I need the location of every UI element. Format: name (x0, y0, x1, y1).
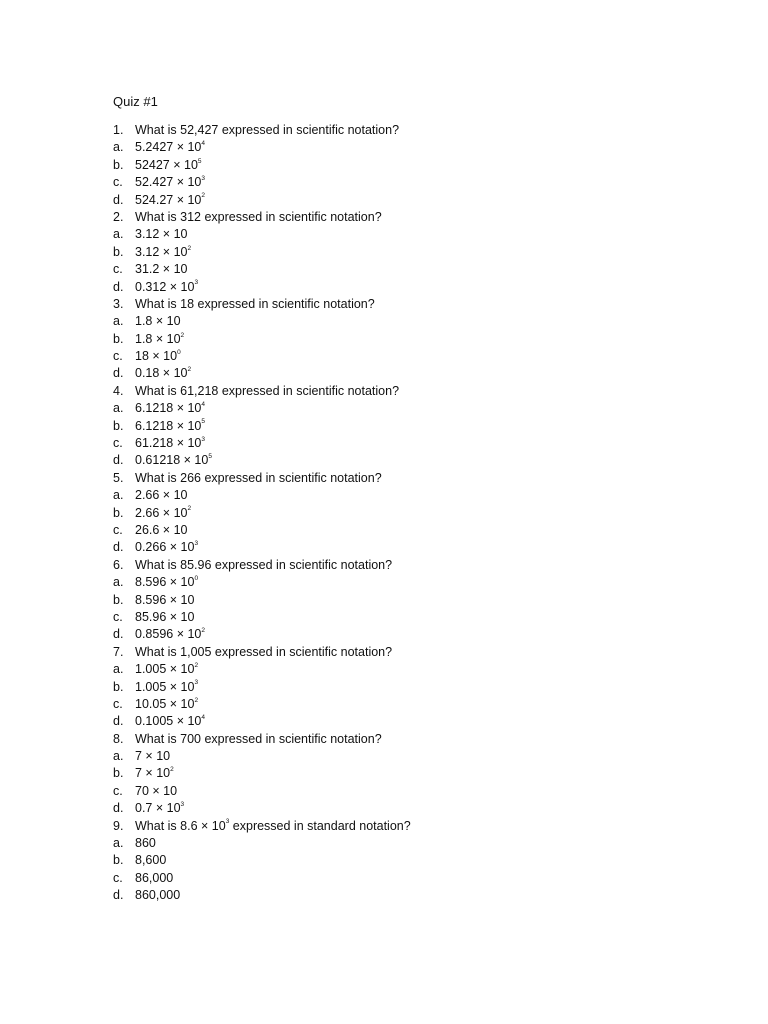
option-exponent: 3 (180, 801, 185, 809)
option-text (135, 226, 713, 243)
option-value: 8.596 × 10 (135, 575, 195, 590)
option-text (135, 331, 713, 348)
option-value: 6.1218 × 10 (135, 401, 202, 416)
answer-option (113, 487, 713, 504)
option-value: 8,600 (135, 853, 167, 868)
option-exponent: 2 (187, 505, 192, 513)
question-text (135, 209, 713, 226)
option-value: 1.8 × 10 (135, 314, 181, 329)
option-text (135, 592, 713, 609)
option-letter: d. (113, 888, 124, 903)
question-text (135, 731, 713, 748)
option-value: 0.266 × 10 (135, 540, 195, 555)
option-text (135, 765, 713, 782)
option-text (135, 539, 713, 556)
option-exponent: 3 (194, 540, 199, 548)
answer-option (113, 522, 713, 539)
option-value: 3.12 × 10 (135, 244, 188, 259)
option-value: 1.005 × 10 (135, 662, 195, 677)
option-letter: a. (113, 140, 124, 155)
option-letter: c. (113, 262, 123, 277)
question-exponent: 3 (225, 818, 230, 826)
option-text (135, 609, 713, 626)
question-text (135, 470, 713, 487)
option-letter: d. (113, 192, 124, 207)
answer-option (113, 348, 713, 365)
answer-option (113, 261, 713, 278)
option-exponent: 2 (194, 661, 199, 669)
answer-option (113, 331, 713, 348)
option-letter: b. (113, 244, 124, 259)
option-text (135, 835, 713, 852)
question-text-main: What is 266 expressed in scientific notation? (135, 470, 382, 485)
option-letter: c. (113, 783, 123, 798)
question-text (135, 383, 713, 400)
question-text-main: What is 312 expressed in scientific notation? (135, 209, 382, 224)
question-text-main: What is 1,005 expressed in scientific notation? (135, 644, 393, 659)
quiz-title: Quiz #1 (113, 94, 158, 109)
option-letter: a. (113, 575, 124, 590)
option-exponent: 2 (187, 366, 192, 374)
option-text (135, 400, 713, 417)
option-exponent: 3 (194, 279, 199, 287)
question-number: 6. (113, 557, 124, 572)
option-exponent: 3 (194, 679, 199, 687)
option-exponent: 5 (201, 418, 206, 426)
option-exponent: 0 (194, 575, 199, 582)
option-value: 26.6 × 10 (135, 522, 188, 537)
question-4 (113, 383, 713, 400)
option-exponent: 5 (197, 157, 202, 165)
option-exponent: 5 (208, 453, 212, 461)
option-text (135, 696, 713, 713)
option-text (135, 661, 713, 678)
option-text (135, 487, 713, 504)
option-letter: a. (113, 401, 124, 416)
answer-option (113, 679, 713, 696)
option-exponent: 4 (201, 140, 206, 148)
option-text (135, 174, 713, 191)
question-6 (113, 557, 713, 574)
option-letter: d. (113, 714, 124, 729)
question-number: 3. (113, 296, 124, 311)
option-value: 2.66 × 10 (135, 488, 188, 503)
option-value: 524.27 × 10 (135, 192, 202, 207)
answer-option (113, 505, 713, 522)
option-text (135, 800, 713, 817)
question-text-main: What is 52,427 expressed in scientific notation? (135, 123, 400, 137)
option-letter: b. (113, 505, 124, 520)
option-value: 7 × 10 (135, 766, 171, 781)
option-value: 85.96 × 10 (135, 609, 195, 624)
answer-option (113, 400, 713, 417)
question-text (135, 644, 713, 661)
option-letter: b. (113, 853, 124, 868)
answer-option (113, 192, 713, 209)
option-exponent: 2 (201, 627, 206, 635)
answer-option (113, 313, 713, 330)
option-value: 52427 × 10 (135, 157, 198, 172)
option-text (135, 157, 713, 174)
question-number: 8. (113, 731, 124, 746)
option-letter: b. (113, 766, 124, 781)
question-9 (113, 818, 713, 835)
option-exponent: 2 (187, 244, 192, 252)
answer-option (113, 592, 713, 609)
option-text (135, 244, 713, 261)
option-text (135, 870, 713, 887)
option-letter: c. (113, 175, 123, 190)
option-text (135, 452, 713, 469)
option-value: 0.18 × 10 (135, 366, 188, 381)
question-number: 7. (113, 644, 124, 659)
option-text (135, 139, 713, 156)
option-letter: d. (113, 540, 124, 555)
answer-option (113, 418, 713, 435)
option-text (135, 418, 713, 435)
answer-option (113, 661, 713, 678)
option-letter: b. (113, 679, 124, 694)
question-8 (113, 731, 713, 748)
question-5 (113, 470, 713, 487)
option-letter: c. (113, 609, 123, 624)
question-text-main: What is 18 expressed in scientific notation? (135, 296, 375, 311)
option-value: 0.1005 × 10 (135, 714, 202, 729)
question-7 (113, 644, 713, 661)
option-letter: a. (113, 488, 124, 503)
option-value: 0.7 × 10 (135, 801, 181, 816)
question-list (113, 122, 713, 905)
option-letter: d. (113, 279, 124, 294)
question-3 (113, 296, 713, 313)
answer-option (113, 800, 713, 817)
option-letter: c. (113, 696, 123, 711)
option-text (135, 313, 713, 330)
option-value: 8.596 × 10 (135, 592, 195, 607)
question-text (135, 122, 713, 139)
answer-option (113, 765, 713, 782)
question-text-main: What is 8.6 × 10 (135, 818, 226, 833)
option-text (135, 192, 713, 209)
option-text (135, 365, 713, 382)
option-value: 7 × 10 (135, 749, 171, 764)
answer-option (113, 452, 713, 469)
option-letter: c. (113, 349, 123, 364)
question-text (135, 296, 713, 313)
option-letter: d. (113, 801, 124, 816)
question-text-main: What is 700 expressed in scientific notation? (135, 731, 382, 746)
option-value: 0.61218 × 10 (135, 453, 209, 468)
option-value: 70 × 10 (135, 783, 178, 798)
option-text (135, 887, 713, 904)
answer-option (113, 539, 713, 556)
option-exponent: 3 (201, 175, 206, 183)
answer-option (113, 244, 713, 261)
option-value: 0.312 × 10 (135, 279, 195, 294)
option-letter: a. (113, 227, 124, 242)
answer-option (113, 609, 713, 626)
option-letter: d. (113, 627, 124, 642)
option-text (135, 522, 713, 539)
answer-option (113, 139, 713, 156)
answer-option (113, 696, 713, 713)
option-letter: c. (113, 522, 123, 537)
option-value: 6.1218 × 10 (135, 418, 202, 433)
option-letter: b. (113, 592, 124, 607)
question-number: 4. (113, 383, 124, 398)
answer-option (113, 835, 713, 852)
answer-option (113, 887, 713, 904)
question-number: 5. (113, 470, 124, 485)
option-exponent: 4 (201, 714, 206, 722)
option-value: 10.05 × 10 (135, 696, 195, 711)
answer-option (113, 174, 713, 191)
question-text-tail: expressed in standard notation? (229, 818, 411, 833)
option-value: 52.427 × 10 (135, 175, 202, 190)
option-value: 3.12 × 10 (135, 227, 188, 242)
question-number: 9. (113, 818, 124, 833)
option-text (135, 505, 713, 522)
option-value: 86,000 (135, 870, 174, 885)
option-exponent: 2 (180, 331, 185, 339)
option-exponent: 2 (194, 696, 199, 704)
answer-option (113, 226, 713, 243)
question-text (135, 818, 713, 835)
answer-option (113, 783, 713, 800)
option-text (135, 748, 713, 765)
option-value: 860,000 (135, 888, 181, 903)
option-text (135, 261, 713, 278)
question-text (135, 557, 713, 574)
option-letter: a. (113, 749, 124, 764)
option-text (135, 783, 713, 800)
option-letter: b. (113, 157, 124, 172)
answer-option (113, 870, 713, 887)
option-value: 5.2427 × 10 (135, 140, 202, 155)
option-letter: a. (113, 662, 124, 677)
question-number: 2. (113, 209, 124, 224)
option-text (135, 435, 713, 452)
option-letter: b. (113, 418, 124, 433)
answer-option (113, 279, 713, 296)
option-value: 0.8596 × 10 (135, 627, 202, 642)
option-value: 61.218 × 10 (135, 436, 202, 451)
option-value: 18 × 10 (135, 349, 178, 364)
option-value: 1.8 × 10 (135, 331, 181, 346)
option-letter: c. (113, 870, 123, 885)
answer-option (113, 748, 713, 765)
option-letter: a. (113, 314, 124, 329)
option-exponent: 3 (201, 435, 206, 443)
answer-option (113, 157, 713, 174)
option-text (135, 279, 713, 296)
option-exponent: 2 (170, 766, 174, 774)
option-text (135, 852, 713, 869)
option-text (135, 626, 713, 643)
answer-option (113, 713, 713, 730)
option-value: 31.2 × 10 (135, 262, 188, 277)
option-text (135, 348, 713, 365)
answer-option (113, 365, 713, 382)
option-letter: b. (113, 331, 124, 346)
option-text (135, 679, 713, 696)
option-value: 860 (135, 836, 156, 851)
option-letter: c. (113, 436, 123, 451)
option-exponent: 0 (177, 348, 181, 356)
option-text (135, 574, 713, 591)
option-exponent: 2 (201, 192, 206, 200)
question-1 (113, 122, 713, 139)
option-letter: d. (113, 453, 124, 468)
question-text-main: What is 61,218 expressed in scientific notation? (135, 383, 400, 398)
option-text (135, 713, 713, 730)
question-number: 1. (113, 123, 124, 137)
option-exponent: 4 (201, 401, 206, 409)
option-letter: a. (113, 836, 124, 851)
option-value: 1.005 × 10 (135, 679, 195, 694)
answer-option (113, 435, 713, 452)
option-letter: d. (113, 366, 124, 381)
question-2 (113, 209, 713, 226)
option-value: 2.66 × 10 (135, 505, 188, 520)
answer-option (113, 574, 713, 591)
question-text-main: What is 85.96 expressed in scientific notation? (135, 557, 393, 572)
answer-option (113, 626, 713, 643)
answer-option (113, 852, 713, 869)
